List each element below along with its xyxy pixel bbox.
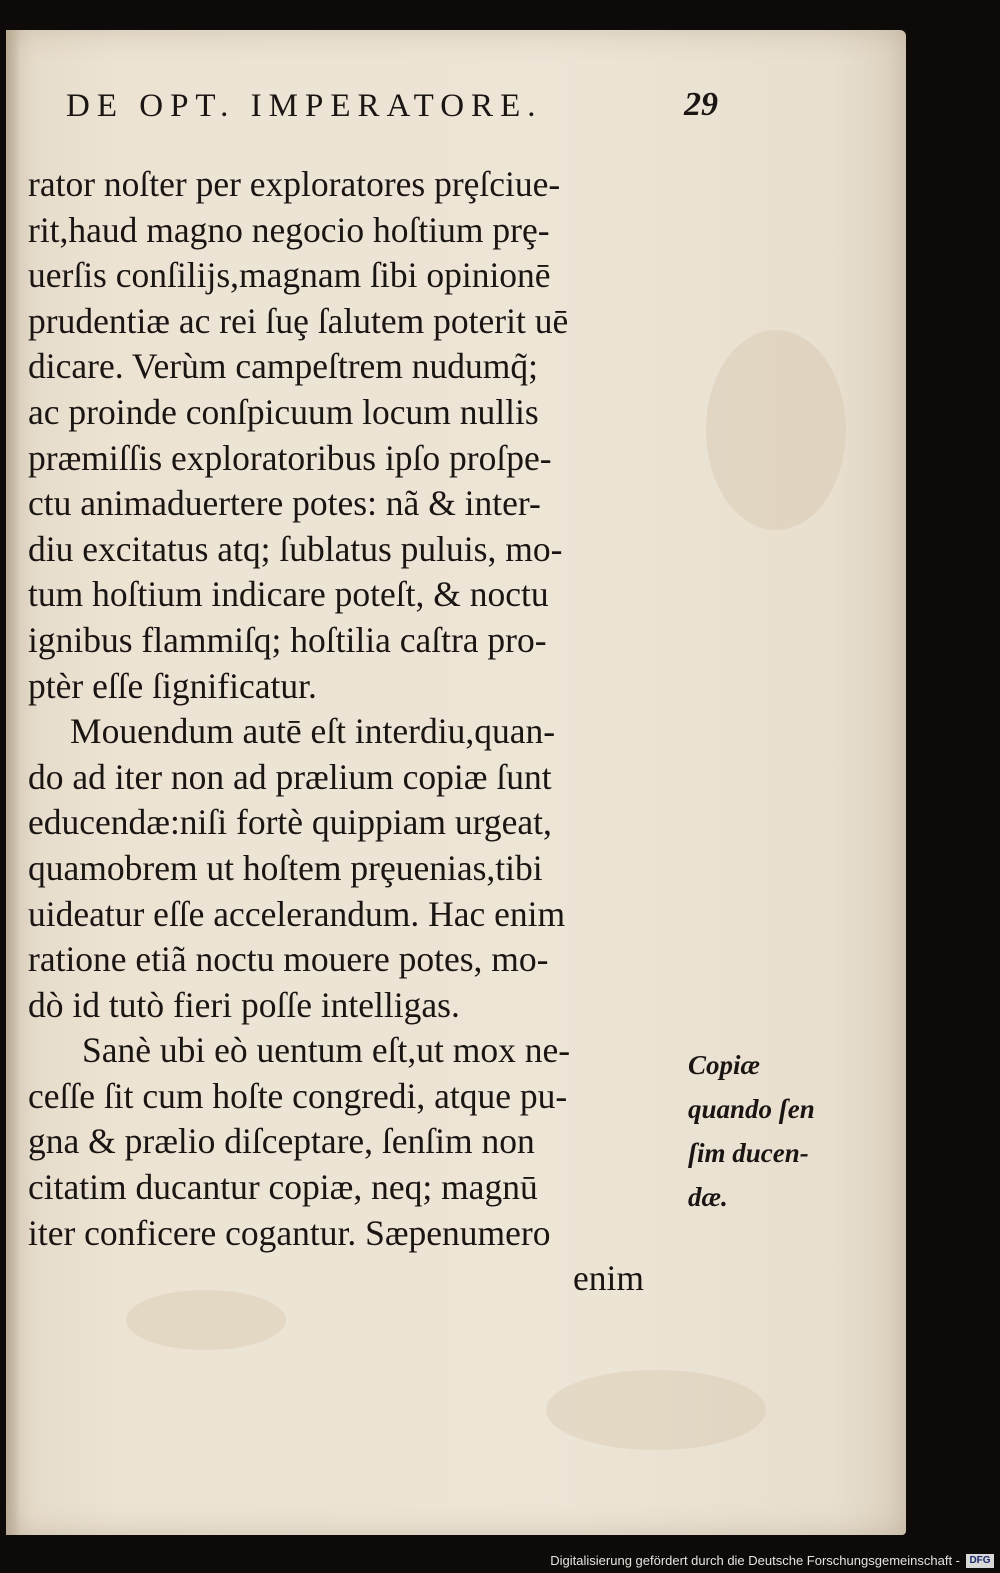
text-line: ctu animaduertere potes: nã & inter- <box>28 483 541 524</box>
body-text <box>28 162 688 1302</box>
text-line: ratione etiã noctu mouere potes, mo- <box>28 939 549 980</box>
text-line: ignibus flammiſq; hoſtilia caſtra pro- <box>28 619 547 660</box>
text-line: dò id tutò fieri poſſe intelligas. <box>28 984 460 1025</box>
marginal-note-line: quando ſen <box>688 1094 815 1124</box>
marginal-note-line: ſim ducen- <box>688 1138 809 1168</box>
text-line: iter conficere cogantur. Sæpenumero <box>28 1212 551 1253</box>
marginal-note-line: dæ. <box>688 1182 728 1212</box>
funding-credit: Digitalisierung gefördert durch die Deutsche Forschungsgemeinschaft - <box>550 1553 960 1568</box>
text-line: quamobrem ut hoſtem prȩuenias,tibi <box>28 847 543 888</box>
digitization-footer <box>0 1551 1000 1573</box>
paper-stain <box>706 330 846 530</box>
paragraph-first-line: Mouendum autē eſt interdiu,quan- <box>70 711 556 752</box>
text-line: dicare. Verùm campeſtrem nudumq̃; <box>28 346 538 387</box>
text-line: uerſis conſilijs,magnam ſibi opinionē <box>28 255 551 296</box>
running-head: DE OPT. IMPERATORE. <box>66 88 543 124</box>
dfg-logo: DFG <box>966 1554 994 1568</box>
page-number: 29 <box>684 86 718 123</box>
page-header <box>66 88 736 128</box>
text-line: do ad iter non ad prælium copiæ ſunt <box>28 756 552 797</box>
text-line: diu excitatus atq; ſublatus puluis, mo- <box>28 528 563 569</box>
marginal-note <box>688 1043 858 1219</box>
catchword: enim <box>573 1258 644 1299</box>
text-line: educendæ:niſi fortè quippiam urgeat, <box>28 802 552 843</box>
text-line: gna & prælio diſceptare, ſenſim non <box>28 1121 535 1162</box>
text-line: præmiſſis exploratoribus ipſo proſpe- <box>28 437 552 478</box>
text-line: tum hoſtium indicare poteſt, & noctu <box>28 574 549 615</box>
text-line: rit,haud magno negocio hoſtium prȩ- <box>28 209 550 250</box>
paragraph-first-line: Sanè ubi eò uentum eſt,ut mox ne- <box>82 1030 571 1071</box>
text-line: citatim ducantur copiæ, neq; magnū <box>28 1167 538 1208</box>
text-line: ceſſe ſit cum hoſte congredi, atque pu- <box>28 1075 568 1116</box>
text-line: prudentiæ ac rei ſuȩ ſalutem poterit uē <box>28 300 569 341</box>
text-line: rator noſter per exploratores prȩſciue- <box>28 164 561 204</box>
paper-stain <box>546 1370 766 1450</box>
text-line: uideatur eſſe accelerandum. Hac enim <box>28 893 566 934</box>
text-line: ac proinde conſpicuum locum nullis <box>28 391 539 432</box>
marginal-note-line: Copiæ <box>688 1050 761 1080</box>
page-gutter-shadow <box>6 30 20 1535</box>
text-line: ptèr eſſe ſignificatur. <box>28 665 317 706</box>
